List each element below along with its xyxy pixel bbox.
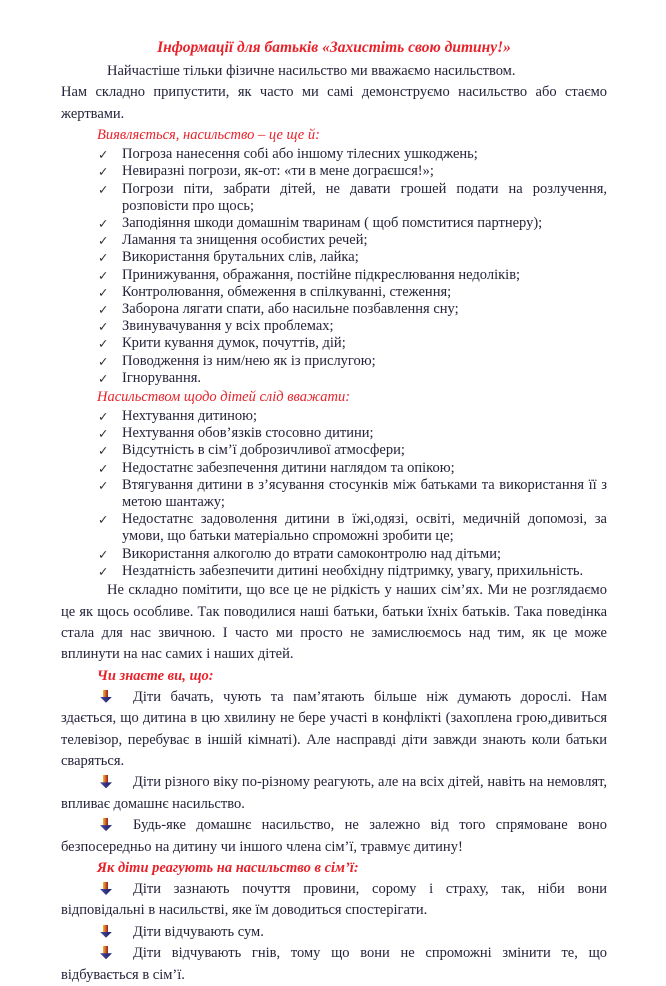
check-icon: ✓ <box>98 370 109 386</box>
check-list-item <box>61 215 607 232</box>
down-arrow-bullet-icon <box>100 687 133 708</box>
list-item-text: Заборона лягати спати, або насильне позбавлення сну; <box>122 301 459 318</box>
list-item-text: Контролювання, обмеження в спілкуванні, стеження; <box>122 283 452 300</box>
check-list-item <box>61 477 607 511</box>
down-arrow-bullet-glyph <box>100 882 112 895</box>
item-text: Діти бачать, чують та пам’ятають більше ніж думають дорослі. Нам здається, що дитина в цю хвилину не бере участі в конфлікті (захоплена грою,дивиться телевізор, перебуває в іншій кімнаті). Але насправді діти завжди знають коли батьки сваряться. <box>61 688 607 769</box>
list-item-text: Нехтування обов’язків стосовно дитини; <box>122 425 374 442</box>
check-icon: ✓ <box>98 477 109 493</box>
check-icon: ✓ <box>98 563 109 579</box>
check-list-item <box>61 232 607 249</box>
check-icon: ✓ <box>98 250 109 266</box>
list-item-text: Відсутність в сім’ї доброзичливої атмосфери; <box>122 442 405 459</box>
list-item-text: Втягування дитини в з’ясування стосунків між батьками та використання її з метою шантажу; <box>122 476 607 511</box>
check-list-item <box>61 425 607 442</box>
paragraph: Найчастіше тільки фізичне насильство ми вважаємо насильством. <box>107 63 516 79</box>
list-item-text: Крити кування думок, почуттів, дій; <box>122 335 346 352</box>
down-arrow-bullet-glyph <box>100 690 112 703</box>
down-arrow-bullet-icon <box>100 943 133 964</box>
list-item-text: Нездатність забезпечити дитині необхідну підтримку, увагу, прихильність. <box>122 562 584 579</box>
check-list-item <box>61 546 607 563</box>
check-icon: ✓ <box>98 267 109 283</box>
check-list-item <box>61 563 607 580</box>
document-body <box>61 61 607 986</box>
check-icon: ✓ <box>98 546 109 562</box>
check-icon: ✓ <box>98 512 109 528</box>
check-list-item <box>61 284 607 301</box>
check-icon: ✓ <box>98 181 109 197</box>
arrow-bullet-item <box>61 879 607 922</box>
check-list-item <box>61 249 607 266</box>
list-item-text: Використання брутальних слів, лайка; <box>122 249 359 266</box>
check-icon: ✓ <box>98 336 109 352</box>
check-list-item <box>61 408 607 425</box>
page-title: Інформації для батьків «Захистіть свою дитину!» <box>157 39 511 56</box>
arrow-bullet-item <box>61 815 607 858</box>
down-arrow-bullet-glyph <box>100 946 112 959</box>
list-item-text: Погроза нанесення собі або іншому тілесних ушкоджень; <box>122 146 478 163</box>
item-text: Діти зазнають почуття провини, сорому і страху, так, ніби вони відповідальні в насильстві, яке їм доводиться спостерігати. <box>61 880 607 919</box>
item-text: Діти відчувають сум. <box>133 923 264 940</box>
check-list-item <box>61 163 607 180</box>
down-arrow-bullet-icon <box>100 922 133 943</box>
arrow-bullet-item <box>61 687 607 773</box>
down-arrow-bullet-glyph <box>100 775 112 788</box>
section-heading: Виявляється, насильство – це ще й: <box>97 127 320 144</box>
check-icon: ✓ <box>98 426 109 442</box>
section-heading: Чи знаєте ви, що: <box>97 667 214 684</box>
paragraph: Нам складно припустити, як часто ми самі демонструємо насильство або стаємо жертвами. <box>61 84 607 122</box>
check-list-item <box>61 301 607 318</box>
check-icon: ✓ <box>98 284 109 300</box>
arrow-bullet-item <box>61 922 607 943</box>
item-text: Діти різного віку по-різному реагують, але на всіх дітей, навіть на немовлят, впливає домашнє насильство. <box>61 774 607 812</box>
check-list <box>61 408 607 580</box>
down-arrow-bullet-icon <box>100 772 133 793</box>
check-list-item <box>61 181 607 215</box>
list-item-text: Ламання та знищення особистих речей; <box>122 232 368 249</box>
paragraph: Не складно помітити, що все це не рідкість у наших сім’ях. Ми не розглядаємо це як щось особливе. Так поводилися наші батьки, батьки їхніх батьків. Така поведінка стала для нас звичною. І часто ми просто не замислюємось над тим, як це може вплинути на нас самих і наших дітей. <box>61 582 607 663</box>
arrow-bullet-item <box>61 772 607 815</box>
list-item-text: Ігнорування. <box>122 369 201 386</box>
down-arrow-bullet-icon <box>100 879 133 900</box>
check-icon: ✓ <box>98 460 109 476</box>
item-text: Будь-яке домашнє насильство, не залежно від того спрямоване воно безпосередньо на дитину чи іншого члена сім’ї, травмує дитину! <box>61 817 607 855</box>
check-icon: ✓ <box>98 233 109 249</box>
check-list-item <box>61 335 607 352</box>
check-list-item <box>61 460 607 477</box>
arrow-bullet-item <box>61 943 607 986</box>
item-text: Діти відчувають гнів, тому що вони не спроможні змінити те, що відбувається в сім’ї. <box>61 945 607 983</box>
down-arrow-bullet-glyph <box>100 925 112 938</box>
down-arrow-bullet-icon <box>100 815 133 836</box>
check-icon: ✓ <box>98 216 109 232</box>
check-icon: ✓ <box>98 353 109 369</box>
check-icon: ✓ <box>98 443 109 459</box>
list-item-text: Нехтування дитиною; <box>122 408 258 425</box>
check-list-item <box>61 370 607 387</box>
check-list-item <box>61 267 607 284</box>
list-item-text: Недостатнє задоволення дитини в їжі,одязі, освіті, медичній допомозі, за умови, що батьки матеріально спроможні зробити це; <box>122 511 607 545</box>
list-item-text: Поводження із ним/нею як із прислугою; <box>122 352 376 369</box>
list-item-text: Використання алкоголю до втрати самоконтролю над дітьми; <box>122 545 502 562</box>
list-item-text: Звинувачування у всіх проблемах; <box>122 318 334 335</box>
check-list-item <box>61 353 607 370</box>
check-list-item <box>61 442 607 459</box>
list-item-text: Погрози піти, забрати дітей, не давати грошей подати на розлучення, розповісти про щось; <box>122 180 607 214</box>
check-list-item <box>61 511 607 545</box>
list-item-text: Принижування, ображання, постійне підкреслювання недоліків; <box>122 266 521 283</box>
section-heading: Насильством щодо дітей слід вважати: <box>97 389 351 406</box>
list-item-text: Заподіяння шкоди домашнім тваринам ( щоб помститися партнеру); <box>122 215 543 232</box>
check-icon: ✓ <box>98 302 109 318</box>
check-icon: ✓ <box>98 164 109 180</box>
down-arrow-bullet-glyph <box>100 818 112 831</box>
list-item-text: Недостатнє забезпечення дитини наглядом та опікою; <box>122 459 455 476</box>
list-item-text: Невиразні погрози, як-от: «ти в мене дограєшся!»; <box>122 163 434 180</box>
section-heading: Як діти реагують на насильство в сім’ї: <box>97 859 359 876</box>
check-list <box>61 146 607 387</box>
check-icon: ✓ <box>98 409 109 425</box>
check-list-item <box>61 146 607 163</box>
check-icon: ✓ <box>98 319 109 335</box>
check-icon: ✓ <box>98 147 109 163</box>
check-list-item <box>61 318 607 335</box>
